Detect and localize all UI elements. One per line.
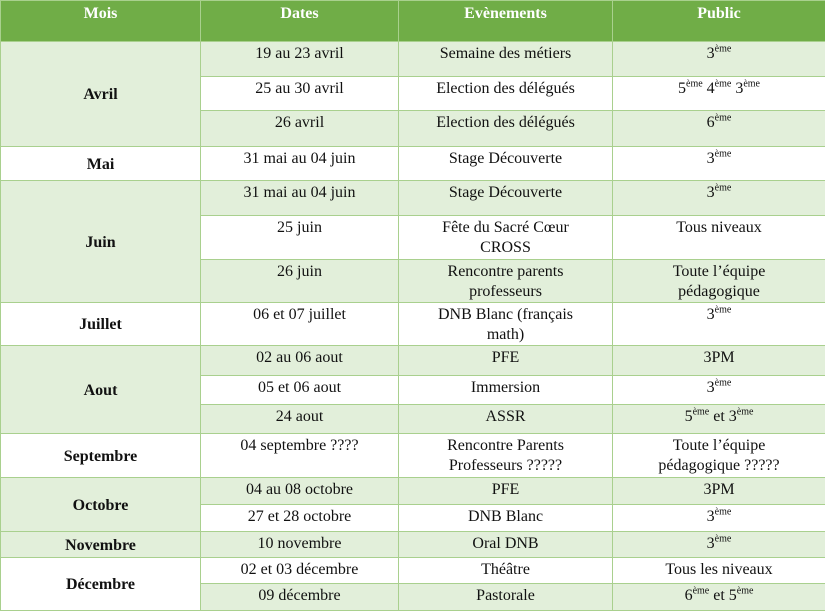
public-cell: 5ème 4ème 3ème: [613, 77, 825, 111]
month-cell: Décembre: [1, 558, 201, 611]
public-cell: 3PM: [613, 346, 825, 376]
public-cell: Toute l’équipe pédagogique: [613, 260, 825, 303]
date-cell: 04 septembre ????: [201, 434, 399, 478]
date-cell: 06 et 07 juillet: [201, 303, 399, 346]
event-cell: Immersion: [399, 376, 613, 405]
month-cell: Septembre: [1, 434, 201, 478]
date-cell: 31 mai au 04 juin: [201, 181, 399, 216]
event-cell: Election des délégués: [399, 111, 613, 147]
header-mois: Mois: [1, 1, 201, 42]
header-evenements: Evènements: [399, 1, 613, 42]
event-cell: PFE: [399, 346, 613, 376]
month-cell: Juin: [1, 181, 201, 303]
public-cell: 3ème: [613, 505, 825, 532]
public-cell: 3ème: [613, 42, 825, 77]
event-cell: Stage Découverte: [399, 147, 613, 181]
public-cell: 6ème et 5ème: [613, 584, 825, 611]
event-cell: Pastorale: [399, 584, 613, 611]
public-cell: 3ème: [613, 181, 825, 216]
public-cell: Toute l’équipe pédagogique ?????: [613, 434, 825, 478]
public-cell: 3PM: [613, 478, 825, 505]
date-cell: 02 au 06 aout: [201, 346, 399, 376]
month-cell: Juillet: [1, 303, 201, 346]
public-cell: Tous les niveaux: [613, 558, 825, 584]
table-row: [1, 558, 825, 584]
public-cell: Tous niveaux: [613, 216, 825, 260]
event-cell: PFE: [399, 478, 613, 505]
month-cell: Novembre: [1, 532, 201, 558]
event-cell: ASSR: [399, 405, 613, 434]
date-cell: 25 au 30 avril: [201, 77, 399, 111]
public-cell: 5ème et 3ème: [613, 405, 825, 434]
month-cell: Mai: [1, 147, 201, 181]
public-cell: 3ème: [613, 303, 825, 346]
date-cell: 02 et 03 décembre: [201, 558, 399, 584]
public-cell: 3ème: [613, 376, 825, 405]
table-row: [1, 42, 825, 77]
event-cell: DNB Blanc (français math): [399, 303, 613, 346]
date-cell: 24 aout: [201, 405, 399, 434]
date-cell: 26 juin: [201, 260, 399, 303]
table-row: [1, 181, 825, 216]
month-cell: Avril: [1, 42, 201, 147]
date-cell: 25 juin: [201, 216, 399, 260]
month-cell: Aout: [1, 346, 201, 434]
date-cell: 04 au 08 octobre: [201, 478, 399, 505]
event-cell: Oral DNB: [399, 532, 613, 558]
public-cell: 3ème: [613, 532, 825, 558]
date-cell: 10 novembre: [201, 532, 399, 558]
date-cell: 05 et 06 aout: [201, 376, 399, 405]
date-cell: 19 au 23 avril: [201, 42, 399, 77]
header-row: [1, 1, 825, 42]
table-row: [1, 303, 825, 346]
public-cell: 6ème: [613, 111, 825, 147]
event-cell: Rencontre Parents Professeurs ?????: [399, 434, 613, 478]
event-cell: Fête du Sacré Cœur CROSS: [399, 216, 613, 260]
header-public: Public: [613, 1, 825, 42]
event-cell: Election des délégués: [399, 77, 613, 111]
table-row: [1, 147, 825, 181]
date-cell: 31 mai au 04 juin: [201, 147, 399, 181]
event-cell: Semaine des métiers: [399, 42, 613, 77]
date-cell: 09 décembre: [201, 584, 399, 611]
event-cell: DNB Blanc: [399, 505, 613, 532]
header-dates: Dates: [201, 1, 399, 42]
month-cell: Octobre: [1, 478, 201, 532]
event-cell: Théâtre: [399, 558, 613, 584]
table-row: [1, 478, 825, 505]
table-row: [1, 434, 825, 478]
table-row: [1, 346, 825, 376]
event-cell: Rencontre parents professeurs: [399, 260, 613, 303]
date-cell: 26 avril: [201, 111, 399, 147]
event-cell: Stage Découverte: [399, 181, 613, 216]
table-row: [1, 532, 825, 558]
date-cell: 27 et 28 octobre: [201, 505, 399, 532]
public-cell: 3ème: [613, 147, 825, 181]
